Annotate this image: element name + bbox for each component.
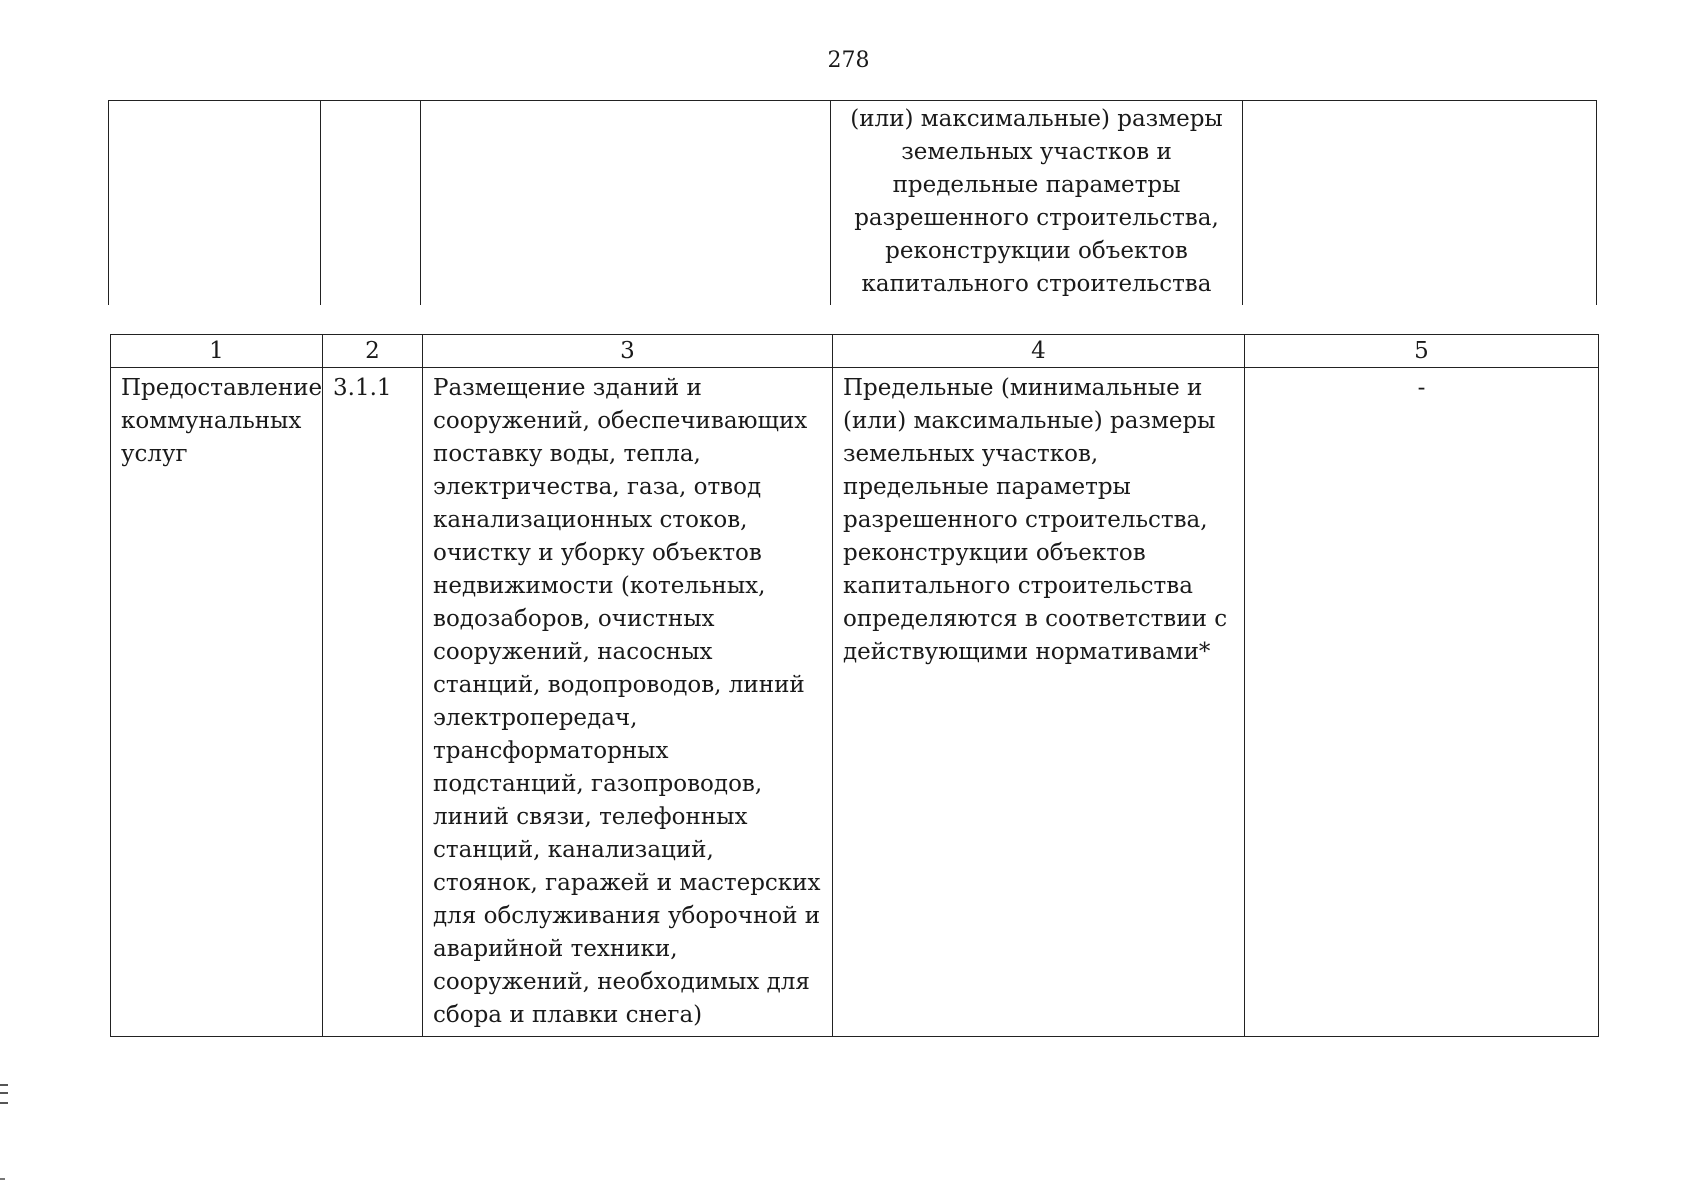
header-cell-2: 2 [323,335,423,368]
header-row [111,335,1599,368]
cell-c2 [321,101,421,306]
cell-c5 [1243,101,1597,306]
scan-margin-dot [0,1178,5,1180]
scan-margin-mark [0,1084,8,1104]
cell-description: Размещение зданий и сооружений, обеспечивающих поставку воды, тепла, электричества, газа, отвод канализационных стоков, очистку и уборку объектов недвижимости (котельных, водозаборов, очистных сооружений, насосных станций, водопроводов, линий электропередач, трансформаторных подстанций, газопроводов, линий связи, телефонных станций, канализаций, стоянок, гаражей и мастерских для обслуживания уборочной и аварийной техники, сооружений, необходимых для сбора и плавки снега) [423,368,833,1037]
continuation-row [109,101,1597,306]
main-table [110,334,1599,1037]
cell-c4: (или) максимальные) размеры земельных участков и предельные параметры разрешенного строительства, реконструкции объектов капитального строительства [831,101,1243,306]
cell-c3 [421,101,831,306]
header-cell-4: 4 [833,335,1245,368]
page-number: 278 [827,48,870,73]
header-cell-5: 5 [1245,335,1599,368]
continuation-table [108,100,1597,305]
cell-restrictions: - [1245,368,1599,1037]
cell-code: 3.1.1 [323,368,423,1037]
cell-use-type: Предоставление коммунальных услуг [111,368,323,1037]
table-row [111,368,1599,1037]
header-cell-1: 1 [111,335,323,368]
cell-c1 [109,101,321,306]
cell-parameters: Предельные (минимальные и (или) максимальные) размеры земельных участков, предельные параметры разрешенного строительства, реконструкции объектов капитального строительства определяются в соответствии с действующими нормативами* [833,368,1245,1037]
header-cell-3: 3 [423,335,833,368]
